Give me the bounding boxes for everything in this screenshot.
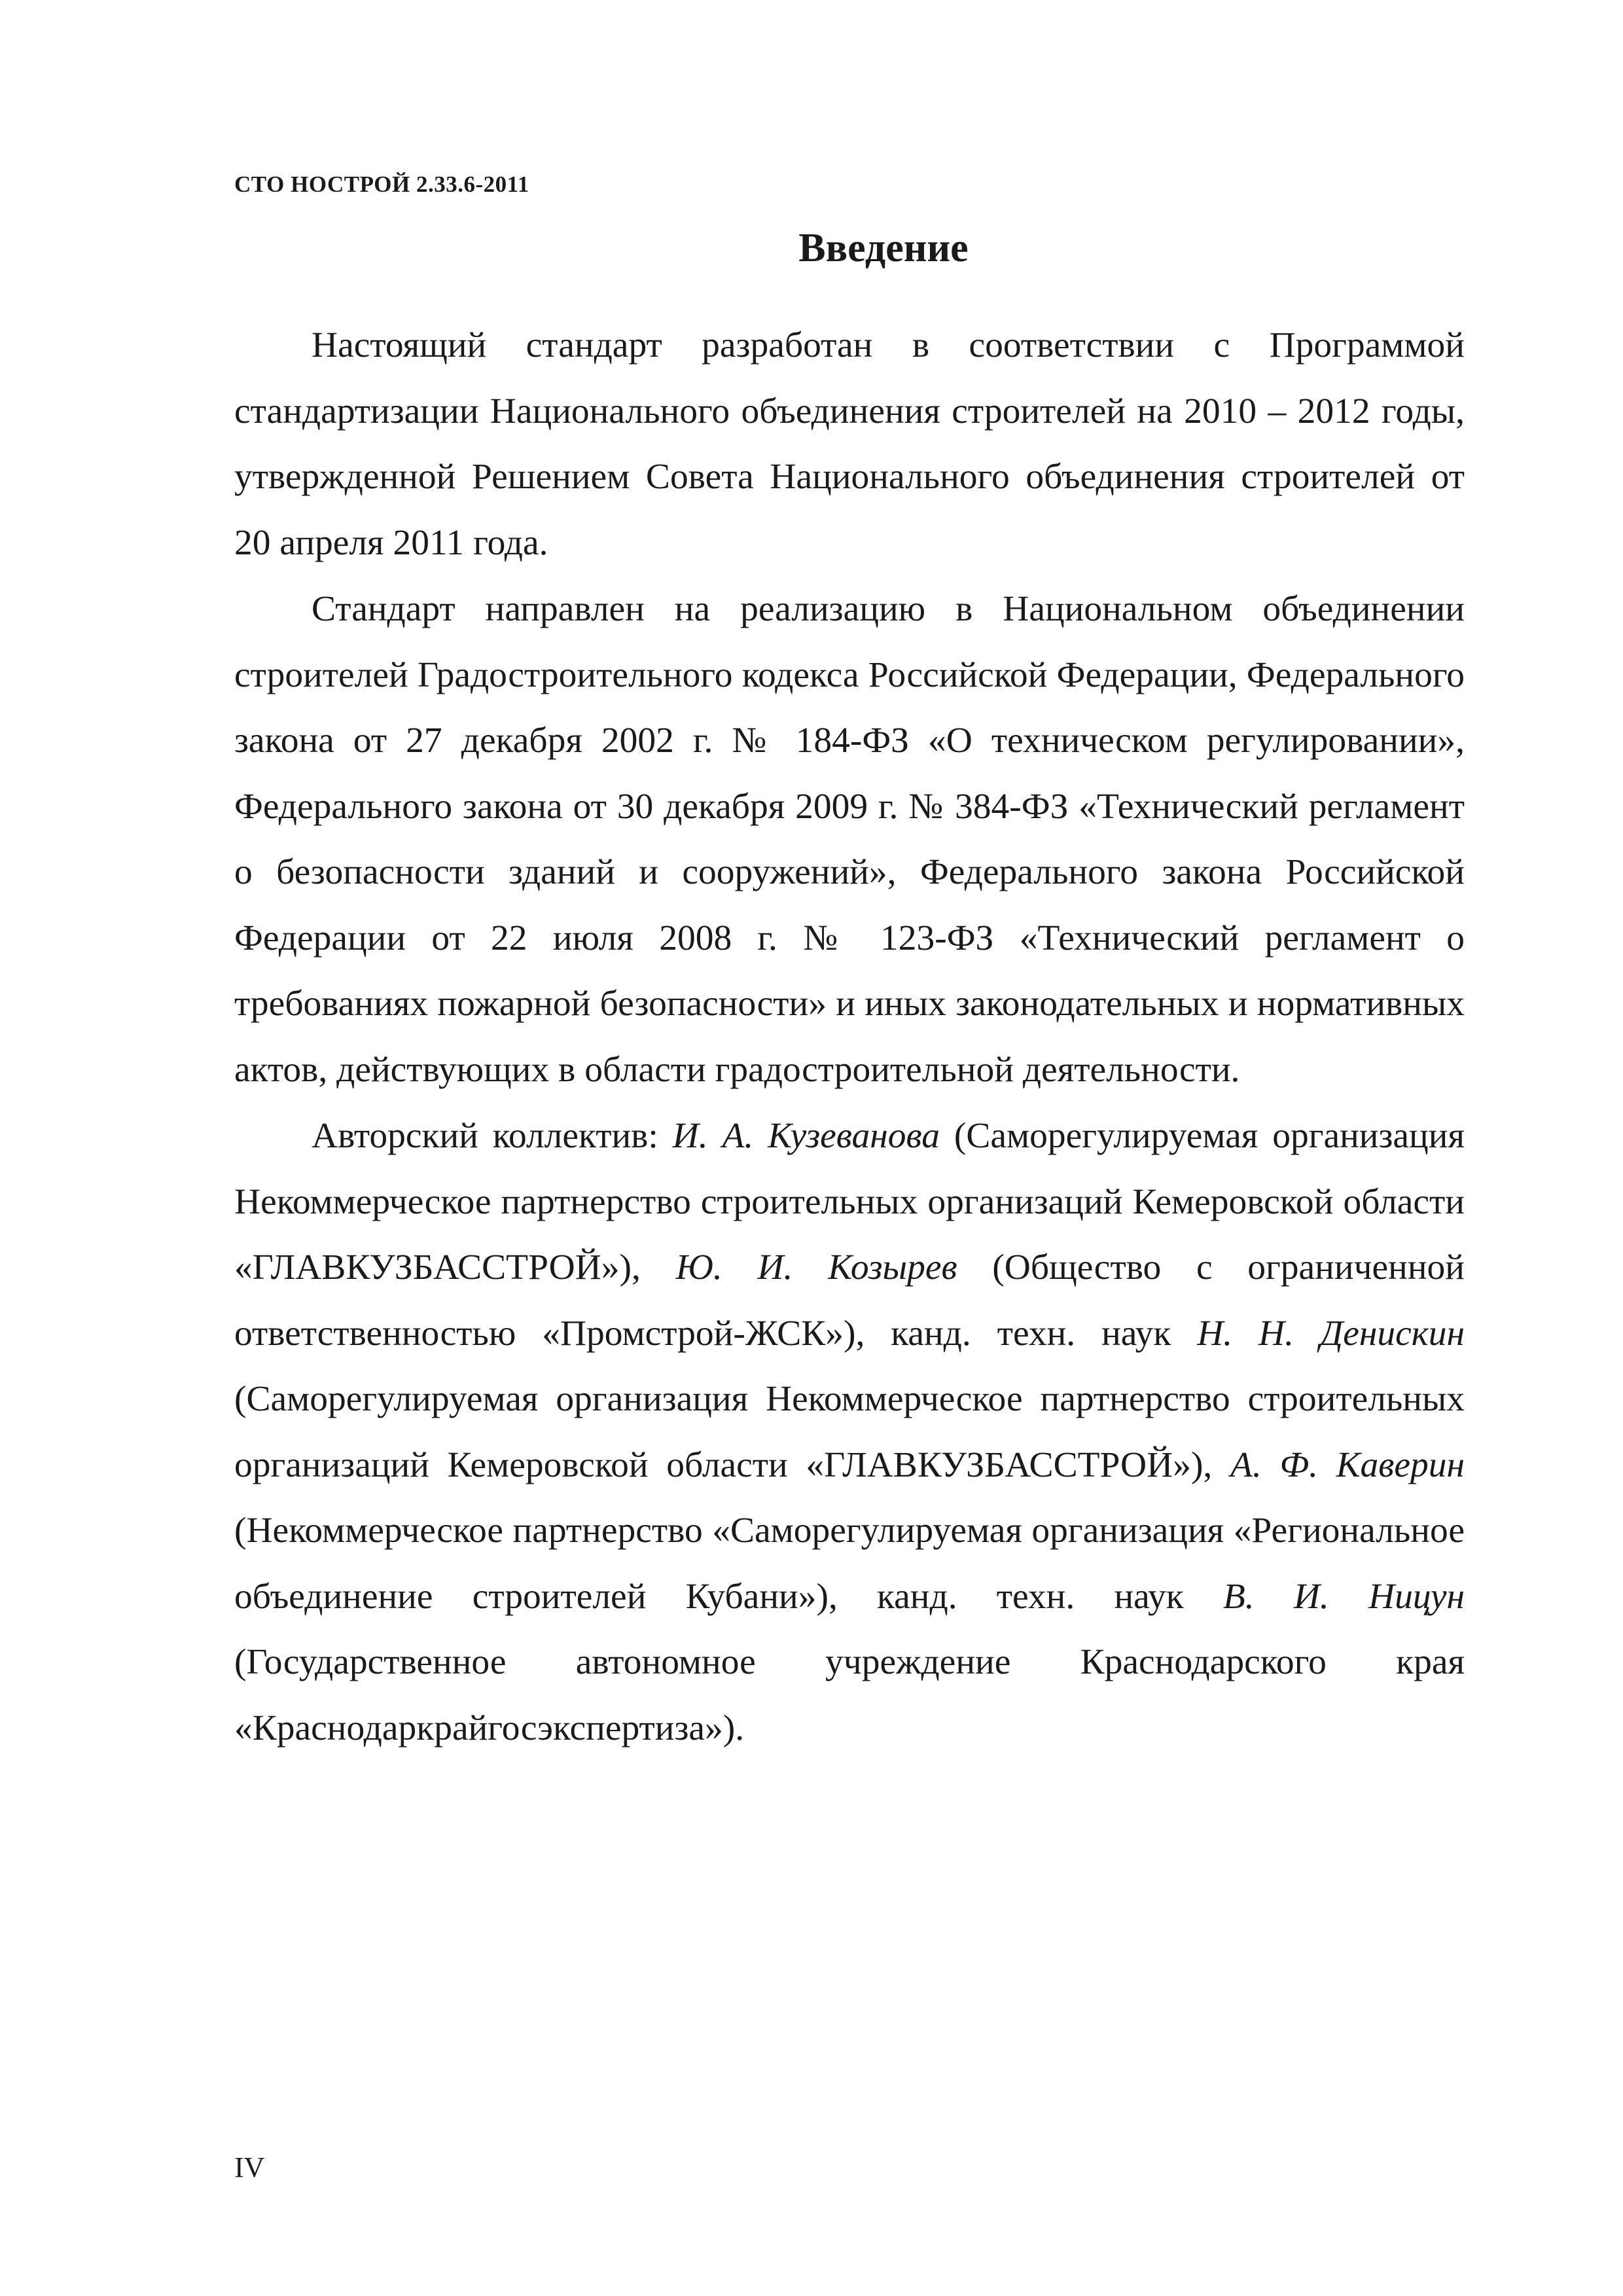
author-name: Ю. И. Козырев [675, 1247, 957, 1287]
author-organization: (Саморегулируемая организация Некоммерческое партнерство строительных организаций Кемеровской области «ГЛАВКУЗБАССТРОЙ»), [234, 1379, 1465, 1485]
author-organization: (Государственное автономное учреждение Краснодарского края «Краснодаркрайгосэкспертиза»). [234, 1642, 1465, 1748]
paragraph-program: Настоящий стандарт разработан в соответствии с Программой стандартизации Национального объединения строителей на 2010 – 2012 годы, утвержденной Решением Совета Национального объединения строителей от 20 апреля 2011 года. [234, 325, 1465, 563]
paragraph-authors [234, 1103, 1465, 1761]
document-code-header: СТО НОСТРОЙ 2.33.6-2011 [234, 171, 529, 197]
author-name: В. И. Ницун [1222, 1576, 1465, 1617]
section-title: Введение [798, 226, 969, 270]
author-organization: (Общество с ограниченной ответственностью «Промстрой-ЖСК»), канд. техн. наук [234, 1247, 1465, 1354]
author-name: А. Ф. Каверин [1230, 1444, 1465, 1485]
author-name: И. А. Кузеванова [672, 1116, 940, 1156]
paragraph-purpose: Стандарт направлен на реализацию в Национальном объединении строителей Градостроительного кодекса Российской Федерации, Федерального закона от 27 декабря 2002 г. № 184-ФЗ «О техническом регулировании», Федерального закона от 30 декабря 2009 г. № 384-ФЗ «Технический регламент о безопасности зданий и сооружений», Федерального закона Российской Федерации от 22 июля 2008 г. № 123-ФЗ «Технический регламент о требованиях пожарной безопасности» и иных законодательных и нормативных актов, действующих в области градостроительной деятельности. [234, 589, 1465, 1090]
author-name: Н. Н. Денискин [1197, 1313, 1465, 1354]
authors-intro: Авторский коллектив: [312, 1116, 673, 1156]
author-organization: (Некоммерческое партнерство «Саморегулируемая организация «Региональное объединение строителей Кубани»), канд. техн. наук [234, 1511, 1465, 1617]
body-text [234, 313, 1465, 1762]
author-organization: (Саморегулируемая организация Некоммерческое партнерство строительных организаций Кемеровской области «ГЛАВКУЗБАССТРОЙ»), [234, 1116, 1465, 1287]
page-number: IV [234, 2151, 265, 2183]
